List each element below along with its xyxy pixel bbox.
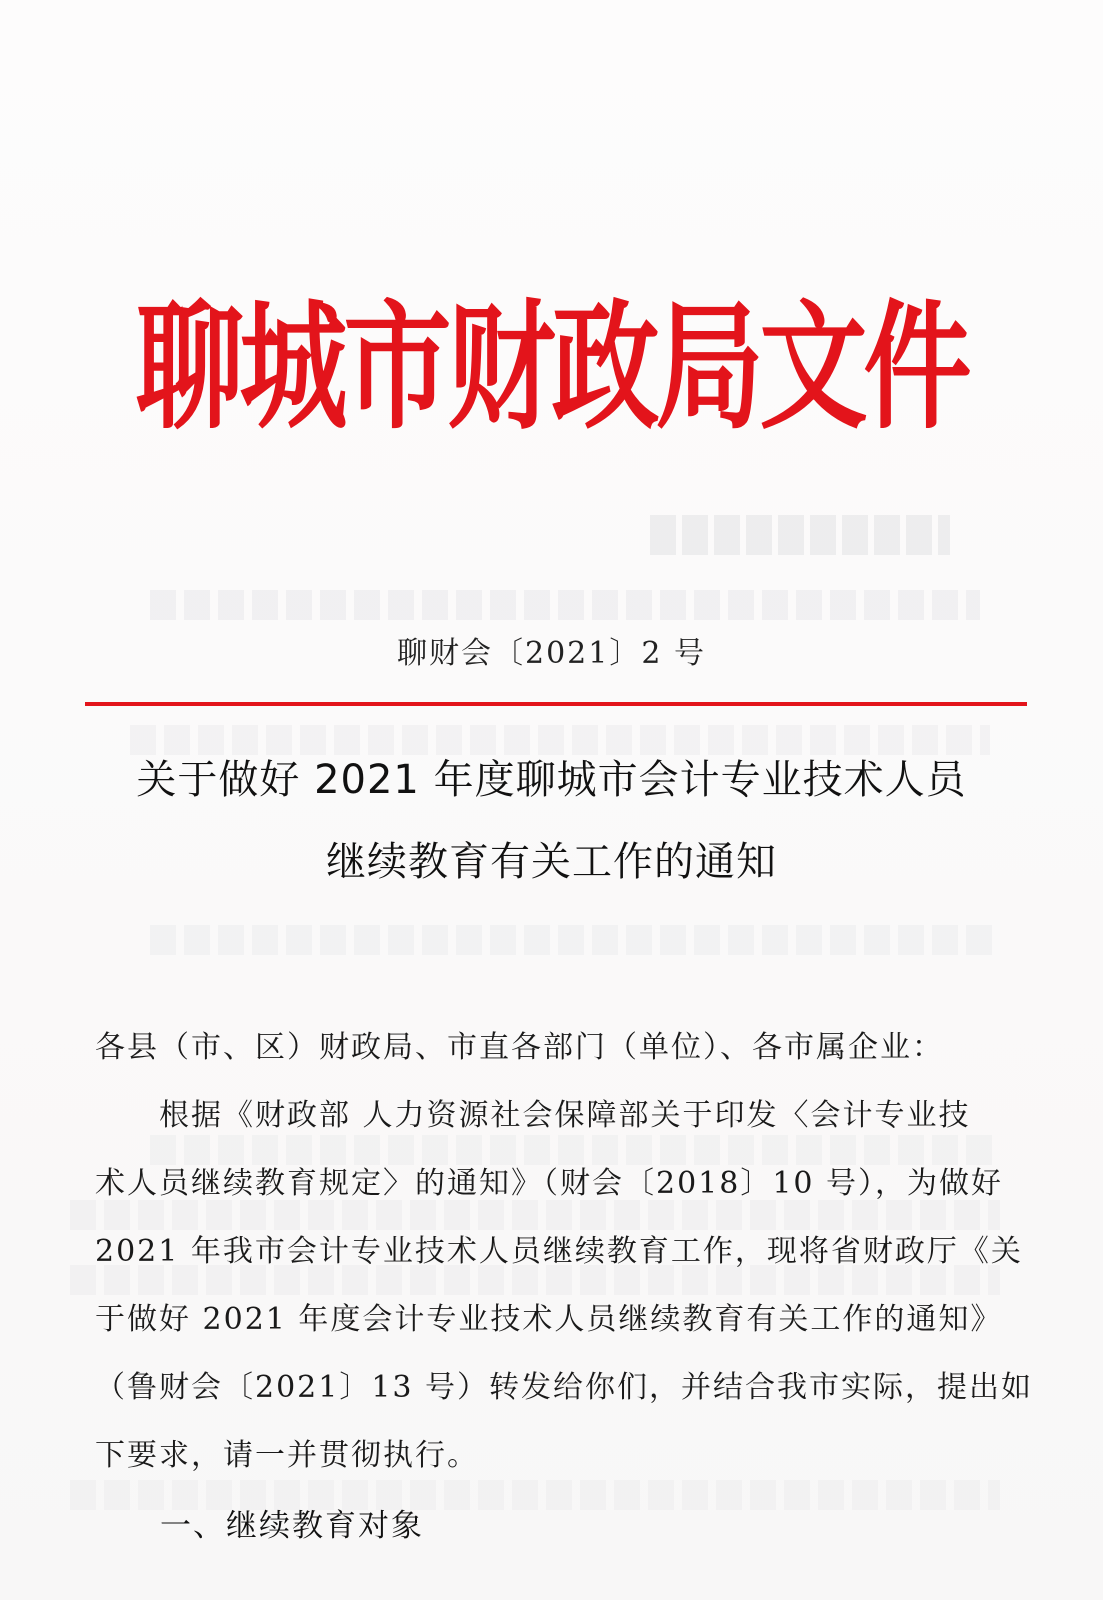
paragraph-line: 2021 年我市会计专业技术人员继续教育工作，现将省财政厅《关 bbox=[95, 1234, 1023, 1269]
bleed-through-text bbox=[150, 590, 980, 620]
section-heading: 一、继续教育对象 bbox=[160, 1508, 424, 1544]
paragraph-line: （鲁财会〔2021〕13 号）转发给你们，并结合我市实际，提出如 bbox=[95, 1370, 1034, 1405]
paragraph-line: 根据《财政部 人力资源社会保障部关于印发〈会计专业技 bbox=[95, 1098, 971, 1133]
bleed-through-text bbox=[150, 925, 1000, 955]
document-number: 聊财会〔2021〕2 号 bbox=[397, 636, 706, 671]
paragraph-line: 术人员继续教育规定〉的通知》（财会〔2018〕10 号），为做好 bbox=[95, 1166, 1004, 1201]
bleed-through-text bbox=[650, 515, 950, 555]
notice-title-line-1: 关于做好 2021 年度聊城市会计专业技术人员 bbox=[136, 757, 967, 803]
issuer-header-title: 聊城市财政局文件 bbox=[135, 288, 968, 449]
red-divider-line bbox=[85, 702, 1027, 706]
salutation: 各县（市、区）财政局、市直各部门（单位）、各市属企业： bbox=[95, 1030, 944, 1065]
paragraph-line: 于做好 2021 年度会计专业技术人员继续教育有关工作的通知》 bbox=[95, 1302, 1003, 1337]
paragraph-line: 下要求，请一并贯彻执行。 bbox=[95, 1438, 479, 1473]
notice-title-line-2: 继续教育有关工作的通知 bbox=[326, 839, 777, 885]
